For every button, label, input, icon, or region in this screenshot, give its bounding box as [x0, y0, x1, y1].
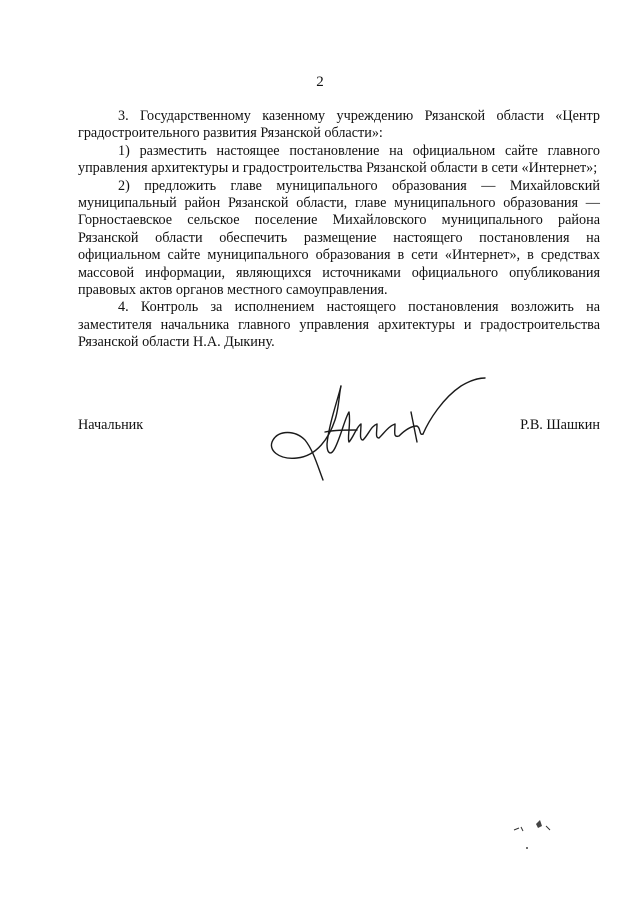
- signatory-name: Р.В. Шашкин: [520, 417, 600, 433]
- signatory-title: Начальник: [78, 417, 144, 433]
- paragraph-4: 4. Контроль за исполнением настоящего постановления возложить на заместителя начальника главного управления архитектуры и градостроительства Рязанской области Н.А. Дыкину.: [78, 299, 600, 351]
- handwritten-signature: [265, 372, 495, 487]
- paragraph-3-2: 2) предложить главе муниципального образования — Михайловский муниципальный район Рязанской области, главе муниципального образования — Горностаевское сельское поселение Михайловского муниципального района Рязанской области обеспечить размещение настоящего постановления на официальном сайте муниципального образования в сети «Интернет», в средствах массовой информации, являющихся источниками официального опубликования правовых актов органов местного самоуправления.: [78, 177, 600, 299]
- paragraph-3-1: 1) разместить настоящее постановление на официальном сайте главного управления архитектуры и градостроительства Рязанской области в сети «Интернет»;: [78, 142, 600, 177]
- paragraph-3: 3. Государственному казенному учреждению Рязанской области «Центр градостроительного развития Рязанской области»:: [78, 108, 600, 142]
- page-number: 2: [316, 74, 324, 90]
- document-body: [78, 108, 600, 352]
- scan-artifact-marks: [510, 818, 560, 858]
